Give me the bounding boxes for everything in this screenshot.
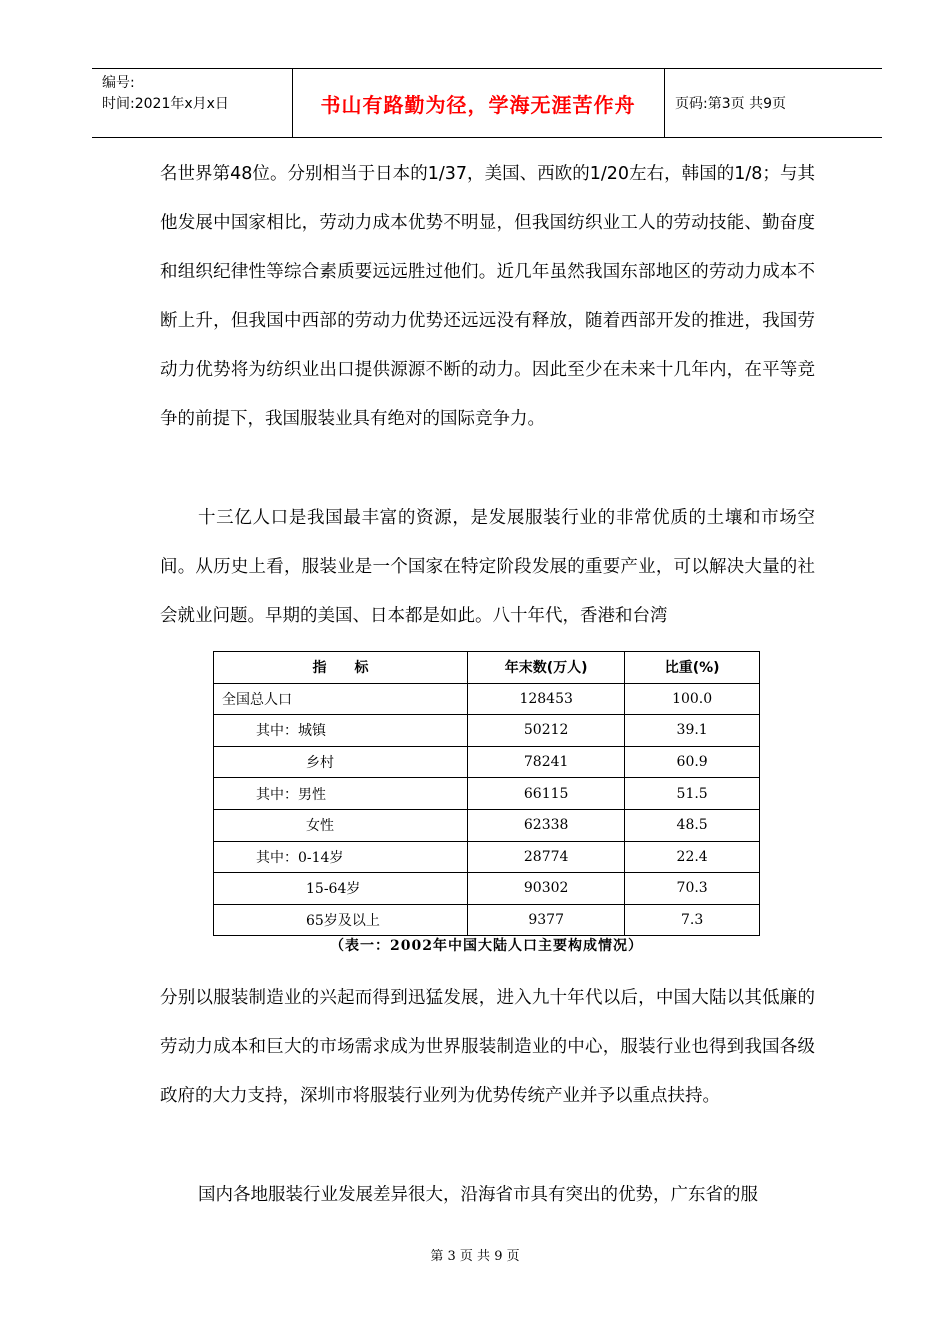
row-label: 全国总人口 bbox=[214, 683, 468, 715]
table-row bbox=[214, 683, 760, 715]
row-label: 其中：城镇 bbox=[214, 715, 468, 747]
row-percent: 51.5 bbox=[625, 778, 760, 810]
table-caption: （表一：2002年中国大陆人口主要构成情况） bbox=[330, 938, 643, 954]
row-percent: 22.4 bbox=[625, 841, 760, 873]
table-row bbox=[214, 746, 760, 778]
row-value: 128453 bbox=[468, 683, 625, 715]
row-value: 90302 bbox=[468, 873, 625, 905]
header-page-cell bbox=[665, 69, 882, 137]
row-percent: 70.3 bbox=[625, 873, 760, 905]
table-header-indicator: 指 标 bbox=[214, 652, 468, 684]
table-row bbox=[214, 778, 760, 810]
page-footer: 第 3 页 共 9 页 bbox=[430, 1249, 520, 1264]
row-percent: 100.0 bbox=[625, 683, 760, 715]
body-paragraph-1: 名世界第48位。分别相当于日本的1/37，美国、西欧的1/20左右，韩国的1/8；与其他发展中国家相比，劳动力成本优势不明显，但我国纺织业工人的劳动技能、勤奋度和组织纪律性等综合素质要远远胜过他们。近几年虽然我国东部地区的劳动力成本不断上升，但我国中西部的劳动力优势还远远没有释放，随着西部开发的推进，我国劳动力优势将为纺织业出口提供源源不断的动力。因此至少在未来十几年内，在平等竞争的前提下，我国服装业具有绝对的国际竞争力。 bbox=[160, 164, 815, 429]
header-code-label: 编号: bbox=[102, 75, 135, 91]
row-label: 65岁及以上 bbox=[214, 904, 468, 936]
row-label: 其中：0-14岁 bbox=[214, 841, 468, 873]
table-row bbox=[214, 809, 760, 841]
row-value: 78241 bbox=[468, 746, 625, 778]
table-row bbox=[214, 904, 760, 936]
row-value: 50212 bbox=[468, 715, 625, 747]
row-value: 9377 bbox=[468, 904, 625, 936]
row-label: 女性 bbox=[214, 809, 468, 841]
table-header-share: 比重(%) bbox=[625, 652, 760, 684]
header-meta-cell bbox=[92, 69, 293, 137]
table-header-count: 年末数(万人) bbox=[468, 652, 625, 684]
row-percent: 39.1 bbox=[625, 715, 760, 747]
table-row bbox=[214, 715, 760, 747]
body-paragraph-3: 分别以服装制造业的兴起而得到迅猛发展，进入九十年代以后，中国大陆以其低廉的劳动力成本和巨大的市场需求成为世界服装制造业的中心，服装行业也得到我国各级政府的大力支持，深圳市将服装行业列为优势传统产业并予以重点扶持。 bbox=[160, 988, 815, 1106]
table-row bbox=[214, 873, 760, 905]
row-value: 62338 bbox=[468, 809, 625, 841]
row-percent: 48.5 bbox=[625, 809, 760, 841]
row-percent: 7.3 bbox=[625, 904, 760, 936]
table-header-row bbox=[214, 652, 760, 684]
table-row bbox=[214, 841, 760, 873]
header-page-label: 页码:第3页 共9页 bbox=[675, 96, 786, 112]
document-header bbox=[92, 68, 882, 138]
header-time-label: 时间:2021年x月x日 bbox=[102, 96, 229, 112]
population-table bbox=[213, 651, 760, 936]
row-percent: 60.9 bbox=[625, 746, 760, 778]
row-value: 28774 bbox=[468, 841, 625, 873]
row-label: 乡村 bbox=[214, 746, 468, 778]
row-label: 其中：男性 bbox=[214, 778, 468, 810]
header-slogan-cell bbox=[292, 69, 665, 137]
body-paragraph-2: 十三亿人口是我国最丰富的资源，是发展服装行业的非常优质的土壤和市场空间。从历史上看，服装业是一个国家在特定阶段发展的重要产业，可以解决大量的社会就业问题。早期的美国、日本都是如此。八十年代，香港和台湾 bbox=[160, 508, 815, 626]
header-slogan: 书山有路勤为径，学海无涯苦作舟 bbox=[320, 93, 636, 117]
row-label: 15-64岁 bbox=[214, 873, 468, 905]
body-paragraph-4: 国内各地服装行业发展差异很大，沿海省市具有突出的优势，广东省的服 bbox=[198, 1185, 758, 1205]
row-value: 66115 bbox=[468, 778, 625, 810]
